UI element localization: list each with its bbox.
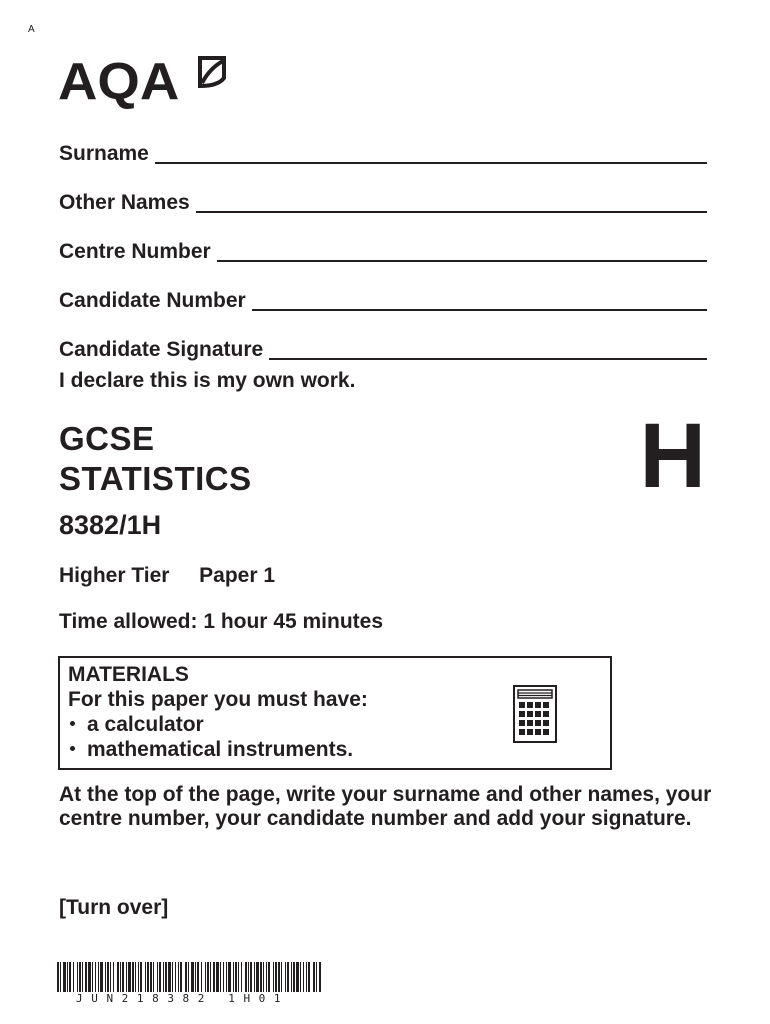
bullet-icon xyxy=(70,721,75,726)
barcode xyxy=(57,962,323,992)
time-allowed: Time allowed: 1 hour 45 minutes xyxy=(59,610,384,633)
centre-number-line[interactable] xyxy=(217,240,707,262)
centre-number-label: Centre Number xyxy=(59,240,211,263)
other-names-label: Other Names xyxy=(59,191,190,214)
tier-name: Higher Tier xyxy=(59,564,170,587)
candidate-number-field[interactable] xyxy=(59,283,707,313)
subject-statistics: STATISTICS xyxy=(59,460,252,497)
materials-heading: MATERIALS xyxy=(68,663,189,686)
candidate-signature-label: Candidate Signature xyxy=(59,338,264,361)
corner-mark: A xyxy=(28,24,35,35)
surname-line[interactable] xyxy=(155,142,707,164)
bullet-icon xyxy=(70,746,75,751)
tier-info xyxy=(59,564,275,588)
logo-text: AQA xyxy=(58,53,180,111)
candidate-signature-field[interactable] xyxy=(59,332,707,362)
materials-box xyxy=(58,656,612,770)
candidate-number-label: Candidate Number xyxy=(59,289,246,312)
other-names-line[interactable] xyxy=(196,191,707,213)
centre-number-field[interactable] xyxy=(59,234,707,264)
subject-gcse: GCSE xyxy=(59,420,155,457)
other-names-field[interactable] xyxy=(59,185,707,215)
barcode-text: JUN218382 1H01 xyxy=(76,992,290,1005)
calculator-icon xyxy=(513,685,557,743)
tier-letter: H xyxy=(639,405,706,507)
instructions: At the top of the page, write your surname and other names, your centre number, your candidate number and add your signature. xyxy=(59,783,712,830)
leaf-icon xyxy=(196,56,226,90)
turn-over: [Turn over] xyxy=(59,896,169,919)
surname-label: Surname xyxy=(59,142,149,165)
candidate-signature-line[interactable] xyxy=(269,338,707,360)
paper-number: Paper 1 xyxy=(199,564,276,587)
aqa-logo xyxy=(58,53,180,111)
declaration: I declare this is my own work. xyxy=(59,369,356,392)
surname-field[interactable] xyxy=(59,136,707,166)
materials-item: mathematical instruments. xyxy=(68,737,602,762)
materials-intro: For this paper you must have: xyxy=(68,688,368,711)
materials-item: a calculator xyxy=(68,712,602,737)
paper-code: 8382/1H xyxy=(59,510,162,540)
candidate-number-line[interactable] xyxy=(252,289,707,311)
